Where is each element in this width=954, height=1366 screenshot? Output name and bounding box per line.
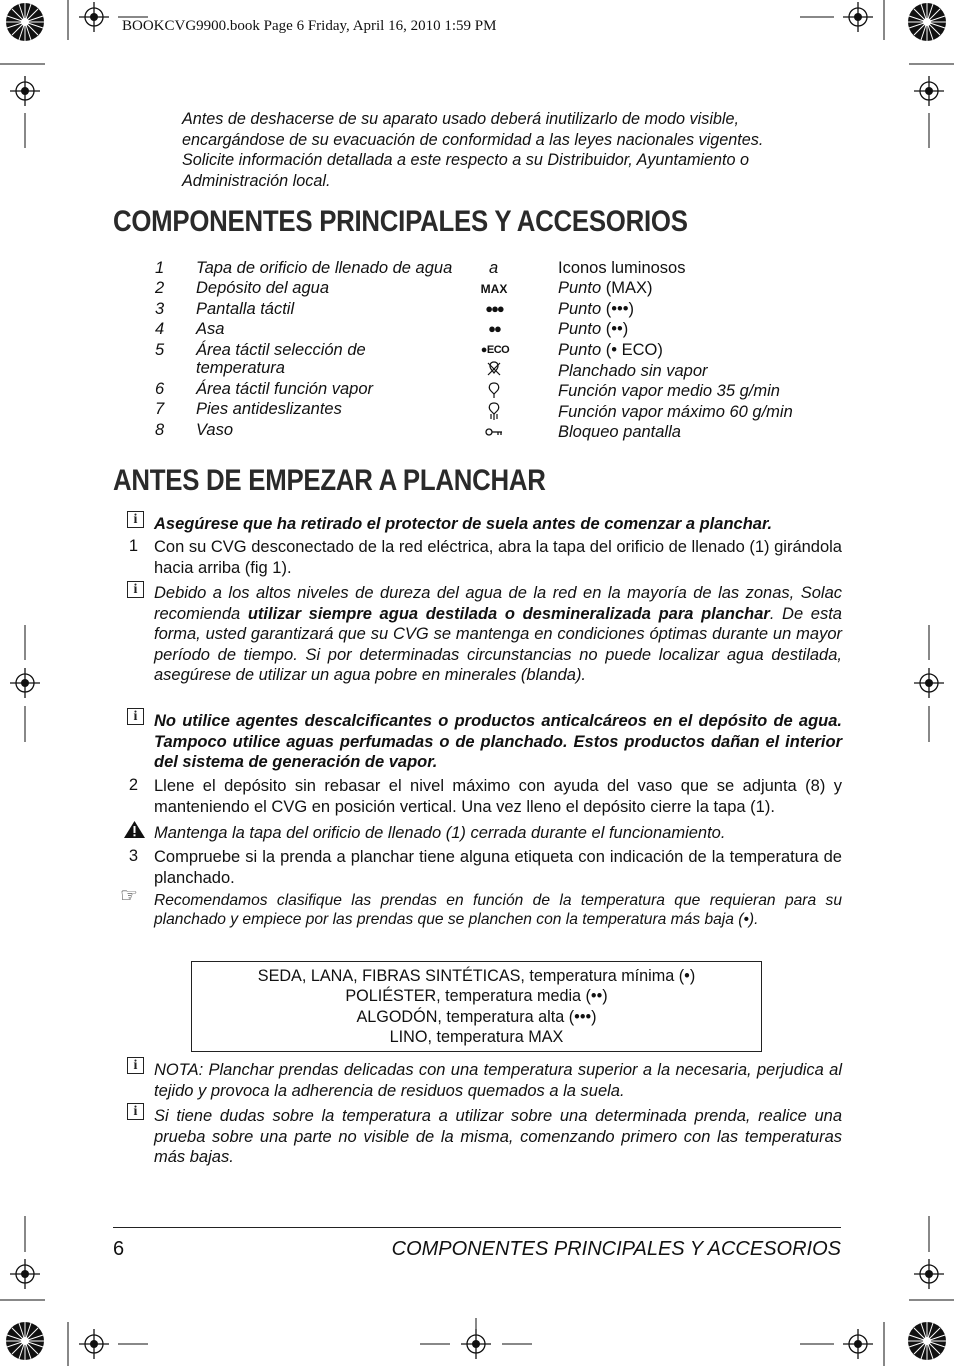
component-label: Área táctil selección de temperatura <box>196 341 366 377</box>
info-icon: i <box>127 511 144 528</box>
info-icon: i <box>127 1057 144 1074</box>
three-dots-icon: ●●● <box>485 301 503 316</box>
pointing-hand-icon: ☞ <box>120 885 138 907</box>
icon-label: Función vapor medio 35 g/min <box>558 382 780 400</box>
footer-divider <box>113 1227 841 1228</box>
eco-icon: ●ECO <box>480 344 510 356</box>
icon-label: Planchado sin vapor <box>558 362 708 380</box>
no-steam-icon <box>485 360 503 378</box>
note-remove-protector: Asegúrese que ha retirado el protector de suela antes de comenzar a planchar. <box>154 515 773 533</box>
component-number: 2 <box>155 279 165 297</box>
temperature-table <box>191 961 762 1052</box>
intro-line: Solicite información detallada a este respecto a su Distribuidor, Ayuntamiento o <box>182 151 750 170</box>
info-icon: i <box>127 708 144 725</box>
component-number: 4 <box>155 320 165 338</box>
section-title-components: COMPONENTES PRINCIPALES Y ACCESORIOS <box>113 205 688 238</box>
temperature-row: ALGODÓN, temperatura alta (•••) <box>356 1007 597 1026</box>
step-number: 1 <box>128 537 138 555</box>
icon-label: Punto (MAX) <box>558 279 653 297</box>
intro-line: Antes de deshacerse de su aparato usado deberá inutilizarlo de modo visible, <box>182 110 740 128</box>
component-number: 7 <box>155 400 165 418</box>
component-number: 1 <box>155 259 165 277</box>
component-label: Asa <box>196 320 225 338</box>
icon-label: Bloqueo pantalla <box>558 423 681 441</box>
component-label: Pies antideslizantes <box>196 400 342 418</box>
info-icon: i <box>127 1103 144 1120</box>
step-open-cap: Con su CVG desconectado de la red eléctrica, abra la tapa del orificio de llenado (1) girándola hacia arriba (fig 1). <box>154 538 842 577</box>
component-label: Vaso <box>196 421 233 439</box>
icon-label: Punto (• ECO) <box>558 341 663 359</box>
component-label: Depósito del agua <box>196 279 330 297</box>
note-test-hidden-area: Si tiene dudas sobre la temperatura a utilizar sobre una determinada prenda, realice una prueba sobre una parte no visible de la misma, comenzando primero con las temperaturas más bajas. <box>154 1107 842 1167</box>
note-delicate-garments: NOTA: Planchar prendas delicadas con una temperatura superior a la necesaria, perjudica al tejido y provoca la adherencia de residuos quemados a la suela. <box>154 1061 842 1100</box>
icon-label: Punto (•••) <box>558 300 635 318</box>
icons-letter: a <box>489 259 499 277</box>
two-dots-icon: ●● <box>488 321 500 336</box>
note-distilled-water: Debido a los altos niveles de dureza del agua de la red en la mayoría de las zonas, Solac recomienda utilizar siempre agua destilada o desmineralizada para planchar. De esta forma, usted garantizará que su CVG se mantenga en condiciones óptimas durante un mayor período de tiempo. Si por determinadas circunstancias no puede localizar agua destilada, asegúrese de utilizar un agua pobre en minerales (blanda). <box>154 584 842 685</box>
tip-sort-garments: Recomendamos clasifique las prendas en función de la temperatura que requieran para su planchado y empiece por las prendas que se planchen con la temperatura más baja (•). <box>154 892 842 929</box>
steam-max-icon <box>485 401 503 421</box>
step-number: 3 <box>128 847 138 865</box>
key-lock-icon <box>485 426 503 438</box>
section-title-before-ironing: ANTES DE EMPEZAR A PLANCHAR <box>113 464 546 497</box>
component-label: Pantalla táctil <box>196 300 295 318</box>
max-icon: MAX <box>480 282 508 296</box>
step-check-label: Compruebe si la prenda a planchar tiene alguna etiqueta con indicación de la temperatura de planchado. <box>154 848 842 887</box>
icon-label: Función vapor máximo 60 g/min <box>558 403 793 421</box>
component-label: Área táctil función vapor <box>196 380 374 398</box>
temperature-row: SEDA, LANA, FIBRAS SINTÉTICAS, temperatura mínima (•) <box>257 967 696 985</box>
intro-paragraph <box>182 109 842 191</box>
page-number: 6 <box>113 1238 125 1260</box>
step-fill-tank: Llene el depósito sin rebasar el nivel máximo con ayuda del vaso que se adjunta (8) y manteniendo el CVG en posición vertical. Una vez lleno el depósito cierre la tapa (1). <box>154 777 842 816</box>
temperature-row: LINO, temperatura MAX <box>389 1028 564 1047</box>
component-number: 5 <box>155 341 165 359</box>
info-icon: i <box>127 581 144 598</box>
icons-heading: Iconos luminosos <box>558 259 686 277</box>
component-number: 8 <box>155 421 165 439</box>
step-number: 2 <box>128 776 138 794</box>
component-number: 3 <box>155 300 165 318</box>
warning-triangle-icon <box>123 820 146 839</box>
steam-medium-icon <box>485 381 503 399</box>
icon-label: Punto (••) <box>558 320 629 338</box>
footer-section-title: COMPONENTES PRINCIPALES Y ACCESORIOS <box>391 1238 841 1260</box>
note-no-descaling: No utilice agentes descalcificantes o productos anticalcáreos en el depósito de agua. Tampoco utilice aguas perfumadas o de planchado. Estos productos dañan el interior del sistema de generación de vapor. <box>154 712 842 772</box>
component-label: Tapa de orificio de llenado de agua <box>196 259 453 277</box>
book-header: BOOKCVG9900.book Page 6 Friday, April 16, 2010 1:59 PM <box>122 18 497 34</box>
temperature-row: POLIÉSTER, temperatura media (••) <box>345 987 608 1006</box>
intro-line: Administración local. <box>182 171 331 190</box>
component-number: 6 <box>155 380 165 398</box>
intro-line: encargándose de su evacuación de conformidad a las leyes nacionales vigentes. <box>182 130 764 149</box>
warning-keep-cap-closed: Mantenga la tapa del orificio de llenado (1) cerrada durante el funcionamiento. <box>154 824 726 842</box>
